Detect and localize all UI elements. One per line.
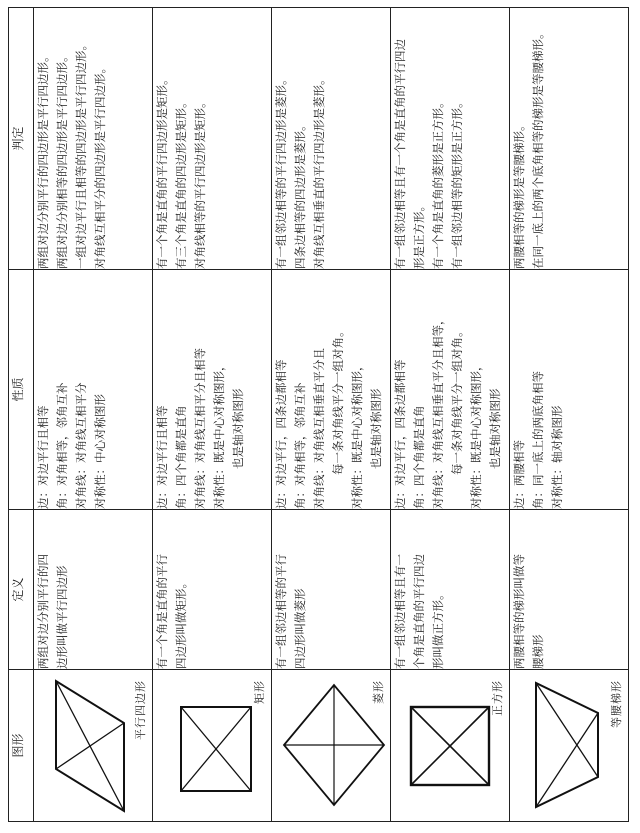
property-line: 每一条对角线平分一组对角。 xyxy=(450,325,464,475)
property-line: 每一条对角线平分一组对角。 xyxy=(331,325,345,475)
judgement-isosceles-trapezoid xyxy=(510,8,629,270)
definition-isosceles-trapezoid xyxy=(510,510,629,670)
definition-line: 四边形叫做菱形 xyxy=(293,588,307,669)
definition-parallelogram xyxy=(34,510,153,670)
judgement-line: 对角线互相平分的四边形是平行四边形。 xyxy=(93,62,107,269)
header-row xyxy=(9,8,34,822)
property-parallelogram xyxy=(34,270,153,510)
property-line: 角：四个角都是直角 xyxy=(412,405,426,509)
judgement-line: 一组对边平行且相等的四边形是平行四边形。 xyxy=(74,39,88,269)
row-isosceles-trapezoid xyxy=(510,8,629,822)
judgement-rectangle xyxy=(153,8,272,270)
row-rhombus xyxy=(272,8,391,822)
property-line: 角：对角相等，邻角互补 xyxy=(293,382,307,509)
property-line: 对称性：既是中心对称图形， xyxy=(212,359,226,509)
header-property: 性质 xyxy=(9,270,34,510)
property-line: 对称性：中心对称图形 xyxy=(93,394,107,509)
judgement-line: 在同一底上的两个底角相等的梯形是等腰梯形。 xyxy=(531,27,545,269)
property-line: 对称性：既是中心对称图形， xyxy=(469,359,483,509)
property-line: 对角线：对角线互相垂直平分且 xyxy=(312,348,326,509)
property-line: 边：对边平行且相等 xyxy=(36,405,50,509)
judgement-rhombus xyxy=(272,8,391,270)
trapezoid-outline xyxy=(536,683,598,807)
definition-line: 形叫做正方形。 xyxy=(431,588,445,669)
row-rectangle xyxy=(153,8,272,822)
definition-line: 个角是直角的平行四边 xyxy=(412,554,426,669)
shape-name-isosceles-trapezoid: 等腰梯形 xyxy=(610,680,623,728)
judgement-line: 有一组邻边相等且有一个角是直角的平行四边 xyxy=(393,39,407,269)
figure-cell-isosceles-trapezoid xyxy=(510,670,629,822)
judgement-line: 两腰相等的梯形是等腰梯形。 xyxy=(512,119,526,269)
property-square xyxy=(391,270,510,510)
property-line: 角：四个角都是直角 xyxy=(174,405,188,509)
shape-name-rectangle: 矩形 xyxy=(253,680,266,704)
property-line: 边：两腰相等 xyxy=(512,440,526,509)
property-rectangle xyxy=(153,270,272,510)
property-line: 边：对边平行，四条边都相等 xyxy=(274,359,288,509)
shape-name-parallelogram: 平行四边形 xyxy=(134,680,147,740)
property-line: 边：对边平行且相等 xyxy=(155,405,169,509)
property-line: 对称性：既是中心对称图形， xyxy=(350,359,364,509)
definition-square xyxy=(391,510,510,670)
row-parallelogram xyxy=(34,8,153,822)
property-line: 也是轴对称图形 xyxy=(488,388,502,469)
property-line: 也是轴对称图形 xyxy=(369,388,383,469)
definition-line: 边形叫做平行四边形 xyxy=(55,565,69,669)
property-line: 也是轴对称图形 xyxy=(231,388,245,469)
header-definition: 定义 xyxy=(9,510,34,670)
judgement-line: 四条边相等的四边形是菱形。 xyxy=(293,119,307,269)
judgement-line: 对角线相等的平行四边形是矩形。 xyxy=(193,96,207,269)
property-line: 对称性：轴对称图形 xyxy=(550,405,564,509)
judgement-line: 形是正方形。 xyxy=(412,200,426,269)
definition-rhombus xyxy=(272,510,391,670)
judgement-line: 有一个角是直角的菱形是正方形。 xyxy=(431,96,445,269)
judgement-line: 有一个角是直角的平行四边形是矩形。 xyxy=(155,73,169,269)
row-square xyxy=(391,8,510,822)
definition-line: 有一组邻边相等的平行 xyxy=(274,554,288,669)
figure-cell-rhombus xyxy=(272,670,391,822)
property-line: 对角线：对角线互相平分且相等 xyxy=(193,348,207,509)
judgement-line: 有一组邻边相等的矩形是正方形。 xyxy=(450,96,464,269)
judgement-line: 两组对边分别相等的四边形是平行四边形。 xyxy=(55,50,69,269)
judgement-line: 有三个角是直角的四边形是矩形。 xyxy=(174,96,188,269)
judgement-line: 对角线互相垂直的平行四边形是菱形。 xyxy=(312,73,326,269)
figure-cell-rectangle xyxy=(153,670,272,822)
definition-line: 腰梯形 xyxy=(531,634,545,669)
property-line: 对角线：对角线互相平分 xyxy=(74,382,88,509)
definition-line: 两腰相等的梯形叫做等 xyxy=(512,554,526,669)
property-isosceles-trapezoid xyxy=(510,270,629,510)
property-line: 对角线：对角线互相垂直平分且相等， xyxy=(431,313,445,509)
property-rhombus xyxy=(272,270,391,510)
judgement-square xyxy=(391,8,510,270)
rotated-page xyxy=(8,8,628,822)
shape-name-rhombus: 菱形 xyxy=(372,680,385,704)
definition-line: 四边形叫做矩形。 xyxy=(174,577,188,669)
definition-line: 两组对边分别平行的四 xyxy=(36,554,50,669)
shape-name-square: 正方形 xyxy=(491,680,504,716)
definition-line: 有一个角是直角的平行 xyxy=(155,554,169,669)
header-judgement: 判定 xyxy=(9,8,34,270)
figure-cell-parallelogram xyxy=(34,670,153,822)
definition-rectangle xyxy=(153,510,272,670)
quadrilateral-properties-table xyxy=(8,7,629,822)
property-line: 角：同一底上的两底角相等 xyxy=(531,371,545,509)
property-line: 边：对边平行，四条边都相等 xyxy=(393,359,407,509)
property-line: 角：对角相等，邻角互补 xyxy=(55,382,69,509)
judgement-line: 两组对边分别平行的四边形是平行四边形。 xyxy=(36,50,50,269)
figure-cell-square xyxy=(391,670,510,822)
parallelogram-diagonal-2 xyxy=(56,681,124,811)
header-figure: 图形 xyxy=(9,670,34,822)
judgement-line: 有一组邻边相等的平行四边形是菱形。 xyxy=(274,73,288,269)
judgement-parallelogram xyxy=(34,8,153,270)
definition-line: 有一组邻边相等且有一 xyxy=(393,554,407,669)
